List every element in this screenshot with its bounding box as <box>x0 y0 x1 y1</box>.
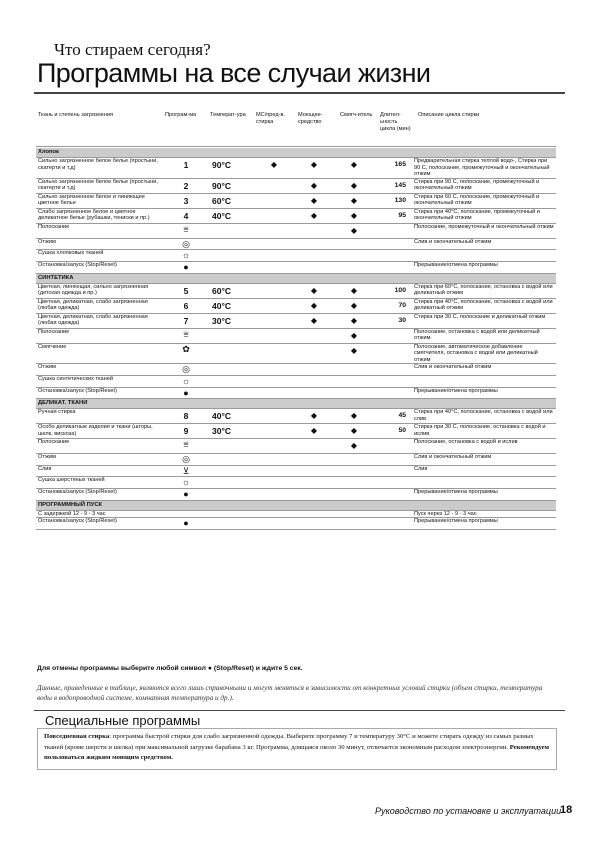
rinse-icon: ⩸ <box>183 328 189 339</box>
special-tail: Рекомендуем пользоваться жидким моющим средством. <box>44 743 550 761</box>
fabric-cell: Ручная стирка <box>36 409 166 424</box>
program-icon-cell <box>166 238 206 250</box>
table-row <box>36 465 556 477</box>
table-row <box>36 178 556 193</box>
temperature-cell: 40°C <box>206 409 254 424</box>
description-cell <box>412 375 556 387</box>
duration-cell: 50 <box>374 424 412 439</box>
softener-cell <box>334 250 374 262</box>
page-number: 18 <box>560 804 573 816</box>
prewash-cell <box>254 454 294 466</box>
description-cell <box>412 477 556 489</box>
duration-cell <box>374 488 412 500</box>
description-cell: Стирка при 40°С, полоскание, остановка с водой или деликатный отжим <box>412 298 556 313</box>
temperature-cell: 30°C <box>206 313 254 328</box>
section-name: ПРОГРАММНЫЙ ПУСК <box>36 500 556 510</box>
temperature-cell: 40°C <box>206 208 254 223</box>
table-row <box>36 250 556 262</box>
col-header-duration: Длител-ьность цикла (мин) <box>380 112 411 132</box>
spin-icon: ◎ <box>182 454 190 465</box>
description-cell: Полоскание, промежуточный и окончательный отжим <box>412 223 556 238</box>
description-cell <box>412 250 556 262</box>
prewash-cell <box>254 223 294 238</box>
detergent-cell <box>294 510 334 518</box>
duration-cell: 70 <box>374 298 412 313</box>
duration-cell <box>374 223 412 238</box>
softener-cell <box>334 261 374 273</box>
temperature-cell <box>206 439 254 454</box>
duration-cell <box>374 454 412 466</box>
duration-cell <box>374 439 412 454</box>
softener-cell: ◆ <box>334 208 374 223</box>
section-name: Хлопок <box>36 148 556 158</box>
stop-reset-icon: ● <box>183 261 189 272</box>
section-name: ДЕЛИКАТ. ТКАНИ <box>36 399 556 409</box>
prewash-cell <box>254 465 294 477</box>
detergent-cell: ◆ <box>294 313 334 328</box>
fabric-cell: Остановка/запуск (Stop/Reset) <box>36 488 166 500</box>
table-row <box>36 313 556 328</box>
softener-cell: ◆ <box>334 409 374 424</box>
table-row <box>36 439 556 454</box>
fabric-cell: С задержкой 12 - 9 - 3 час <box>36 510 166 518</box>
softener-cell <box>334 477 374 489</box>
fabric-cell: Сушка хлопковых тканей <box>36 250 166 262</box>
cancel-note: Для отмены программы выберите любой символ ● (Stop/Reset) и ждите 5 сек. <box>37 665 303 672</box>
dry-icon: ☼ <box>181 477 191 488</box>
softener-cell <box>334 387 374 399</box>
description-cell: Полоскание, остановка с водой или деликатный отжим <box>412 328 556 343</box>
prewash-cell <box>254 208 294 223</box>
temperature-cell <box>206 223 254 238</box>
softener-cell <box>334 465 374 477</box>
softener-cell: ◆ <box>334 424 374 439</box>
description-cell: Прерывание/отмена программы <box>412 518 556 530</box>
special-divider <box>34 710 565 711</box>
detergent-cell <box>294 223 334 238</box>
duration-cell: 100 <box>374 283 412 298</box>
softener-cell <box>334 454 374 466</box>
detergent-cell <box>294 439 334 454</box>
softener-cell: ◆ <box>334 328 374 343</box>
program-number-cell: 5 <box>166 283 206 298</box>
table-row <box>36 343 556 364</box>
duration-cell <box>374 465 412 477</box>
detergent-cell <box>294 238 334 250</box>
temperature-cell <box>206 510 254 518</box>
col-header-program: Програм-ма <box>165 112 197 118</box>
program-icon-cell <box>166 477 206 489</box>
fabric-cell: Смягчение <box>36 343 166 364</box>
prewash-cell <box>254 477 294 489</box>
temperature-cell <box>206 328 254 343</box>
fabric-cell: Сушка шерстяных тканей <box>36 477 166 489</box>
duration-cell: 95 <box>374 208 412 223</box>
section-header-row <box>36 148 556 158</box>
prewash-cell <box>254 375 294 387</box>
page-title: Программы на все случаи жизни <box>37 58 431 88</box>
fabric-cell: Полоскание <box>36 439 166 454</box>
program-icon-cell <box>166 364 206 376</box>
softener-cell <box>334 488 374 500</box>
col-header-softener: Смягч-итель <box>340 112 373 118</box>
fabric-cell: Сушка синтетических тканей <box>36 375 166 387</box>
description-cell: Стирка при 40°С, полоскание, промежуточный и окончательный отжим <box>412 208 556 223</box>
duration-cell: 45 <box>374 409 412 424</box>
program-number-cell: 3 <box>166 193 206 208</box>
detergent-cell <box>294 375 334 387</box>
detergent-cell <box>294 488 334 500</box>
special-programs-title: Специальные программы <box>45 713 201 728</box>
description-cell: Прерывание/отмена программы <box>412 488 556 500</box>
program-icon-cell <box>166 223 206 238</box>
program-icon-cell <box>166 488 206 500</box>
fabric-cell: Цветная, деликатная, слабо загрязненная (любая одежда) <box>36 298 166 313</box>
softener-cell: ◆ <box>334 158 374 179</box>
duration-cell <box>374 375 412 387</box>
description-cell: Слив и окончательный отжим <box>412 454 556 466</box>
col-header-description: Описание цикла стирки <box>418 112 480 118</box>
table-row <box>36 261 556 273</box>
table-row <box>36 158 556 179</box>
col-header-temp: Температ-ура <box>210 112 246 118</box>
program-icon-cell <box>166 343 206 364</box>
rinse-icon: ⩸ <box>183 223 189 234</box>
prewash-cell <box>254 510 294 518</box>
detergent-cell <box>294 454 334 466</box>
duration-cell <box>374 343 412 364</box>
program-icon-cell <box>166 261 206 273</box>
fabric-cell: Остановка/запуск (Stop/Reset) <box>36 387 166 399</box>
description-cell: Стирка при 30 С, полоскание и деликатный отжим <box>412 313 556 328</box>
temperature-cell: 90°C <box>206 178 254 193</box>
spin-icon: ◎ <box>182 238 190 249</box>
table-row <box>36 223 556 238</box>
fabric-cell: Остановка/запуск (Stop/Reset) <box>36 261 166 273</box>
prewash-cell <box>254 283 294 298</box>
temperature-cell <box>206 343 254 364</box>
prewash-cell <box>254 387 294 399</box>
prewash-cell <box>254 238 294 250</box>
detergent-cell <box>294 250 334 262</box>
programs-table <box>36 148 556 530</box>
temperature-cell <box>206 250 254 262</box>
description-cell: Стирка при 60°С, полоскание, остановка с водой или деликатный отжим <box>412 283 556 298</box>
duration-cell: 30 <box>374 313 412 328</box>
fabric-cell: Цветная, деликатная, слабо загрязненная (любая одежда) <box>36 313 166 328</box>
program-number-cell <box>166 510 206 518</box>
col-header-ms: МС/пред-в. стирка <box>256 112 286 125</box>
temperature-cell: 90°C <box>206 158 254 179</box>
table-row <box>36 328 556 343</box>
header-divider <box>36 146 556 147</box>
duration-cell <box>374 238 412 250</box>
temperature-cell: 30°C <box>206 424 254 439</box>
prewash-cell <box>254 261 294 273</box>
detergent-cell: ◆ <box>294 424 334 439</box>
stop-reset-icon: ● <box>183 488 189 499</box>
table-row <box>36 364 556 376</box>
duration-cell <box>374 387 412 399</box>
special-programs-box <box>37 728 557 770</box>
duration-cell <box>374 328 412 343</box>
table-row <box>36 477 556 489</box>
program-icon-cell <box>166 465 206 477</box>
section-name: СИНТЕТИКА <box>36 273 556 283</box>
temperature-cell: 60°C <box>206 193 254 208</box>
softener-cell <box>334 375 374 387</box>
fabric-cell: Полоскание <box>36 328 166 343</box>
dry-icon: ☼ <box>181 250 191 261</box>
detergent-cell: ◆ <box>294 283 334 298</box>
description-cell: Полоскание, автоматическое добавление смягчителя, остановка с водой или деликатный отжим <box>412 343 556 364</box>
fabric-cell: Слабо загрязненное белое и цветное деликатное белье (рубашки, тениски и пр.) <box>36 208 166 223</box>
stop-reset-icon: ● <box>183 387 189 398</box>
fabric-cell: Отжим <box>36 364 166 376</box>
detergent-cell <box>294 343 334 364</box>
detergent-cell: ◆ <box>294 298 334 313</box>
table-row <box>36 488 556 500</box>
temperature-cell <box>206 488 254 500</box>
description-cell: Стирка при 90 С, полоскание, промежуточный и окончательный отжим <box>412 178 556 193</box>
table-row <box>36 510 556 518</box>
col-header-detergent: Моющее-средство <box>298 112 323 125</box>
duration-cell <box>374 510 412 518</box>
duration-cell: 165 <box>374 158 412 179</box>
page-subtitle: Что стираем сегодня? <box>54 40 211 59</box>
temperature-cell <box>206 364 254 376</box>
temperature-cell <box>206 518 254 530</box>
col-header-fabric: Ткань и степень загрязнения <box>38 112 113 118</box>
program-icon-cell <box>166 328 206 343</box>
description-cell: Стирка при 40°С, полоскание, остановка с водой или слив <box>412 409 556 424</box>
fabric-cell: Остановка/запуск (Stop/Reset) <box>36 518 166 530</box>
table-row <box>36 283 556 298</box>
temperature-cell <box>206 375 254 387</box>
prewash-cell <box>254 424 294 439</box>
fabric-cell: Отжим <box>36 454 166 466</box>
temperature-cell <box>206 238 254 250</box>
program-number-cell: 7 <box>166 313 206 328</box>
program-number-cell: 2 <box>166 178 206 193</box>
special-lead: Повседневная стирка <box>44 733 110 740</box>
section-header-row <box>36 399 556 409</box>
program-number-cell: 1 <box>166 158 206 179</box>
prewash-cell <box>254 518 294 530</box>
table-row <box>36 208 556 223</box>
fabric-cell: Сильно загрязненное белое белье (простыни, скатерти и т.д) <box>36 158 166 179</box>
detergent-cell: ◆ <box>294 409 334 424</box>
detergent-cell <box>294 261 334 273</box>
prewash-cell <box>254 364 294 376</box>
softener-cell: ◆ <box>334 313 374 328</box>
rinse-icon: ⩸ <box>183 439 189 450</box>
softener-cell <box>334 510 374 518</box>
prewash-cell <box>254 328 294 343</box>
program-icon-cell <box>166 250 206 262</box>
table-row <box>36 193 556 208</box>
description-cell: Предварительная стирка теплой водо-, Стирка при 90 С, полоскание, промежуточный и окончательный отжим <box>412 158 556 179</box>
softener-cell: ◆ <box>334 178 374 193</box>
top-divider <box>34 92 565 94</box>
prewash-cell <box>254 250 294 262</box>
softener-icon: ✿ <box>182 343 190 354</box>
detergent-cell <box>294 465 334 477</box>
softener-cell <box>334 364 374 376</box>
description-cell: Прерывание/отмена программы <box>412 387 556 399</box>
softener-cell: ◆ <box>334 223 374 238</box>
softener-cell <box>334 518 374 530</box>
detergent-cell: ◆ <box>294 178 334 193</box>
dry-icon: ☼ <box>181 375 191 386</box>
softener-cell: ◆ <box>334 343 374 364</box>
detergent-cell: ◆ <box>294 158 334 179</box>
duration-cell: 145 <box>374 178 412 193</box>
program-number-cell: 4 <box>166 208 206 223</box>
temperature-cell <box>206 387 254 399</box>
softener-cell: ◆ <box>334 193 374 208</box>
program-icon-cell <box>166 375 206 387</box>
fabric-cell: Отжим <box>36 238 166 250</box>
description-cell: Слив и окончательный отжим <box>412 238 556 250</box>
disclaimer-note: Данные, приведенные в таблице, являются всего лишь справочными и могут меняться в зависимости от конкретных условий стирки (объем стирки, температура воды в водопроводной системе, комнатная температура и др.). <box>37 684 543 702</box>
detergent-cell <box>294 477 334 489</box>
fabric-cell: Особо деликатные изделия и ткани (шторы, шелк, вискоза) <box>36 424 166 439</box>
duration-cell <box>374 518 412 530</box>
detergent-cell: ◆ <box>294 208 334 223</box>
temperature-cell <box>206 477 254 489</box>
prewash-cell <box>254 298 294 313</box>
prewash-cell <box>254 193 294 208</box>
prewash-cell <box>254 439 294 454</box>
fabric-cell: Сильно загрязненное белое и линяющее цветное белье <box>36 193 166 208</box>
detergent-cell <box>294 518 334 530</box>
table-row <box>36 409 556 424</box>
softener-cell: ◆ <box>334 439 374 454</box>
description-cell: Прерывание/отмена программы <box>412 261 556 273</box>
softener-cell: ◆ <box>334 298 374 313</box>
program-icon-cell <box>166 439 206 454</box>
description-cell: Пуск через 12 - 9 - 3 час <box>412 510 556 518</box>
softener-cell: ◆ <box>334 283 374 298</box>
program-icon-cell <box>166 518 206 530</box>
table-row <box>36 375 556 387</box>
detergent-cell <box>294 328 334 343</box>
description-cell: Полоскание, остановка с водой и ислив <box>412 439 556 454</box>
duration-cell <box>374 477 412 489</box>
fabric-cell: Слив <box>36 465 166 477</box>
temperature-cell <box>206 465 254 477</box>
description-cell: Стирка при 30 С, полоскание, остановка с водой и ислив <box>412 424 556 439</box>
section-header-row <box>36 273 556 283</box>
table-row <box>36 387 556 399</box>
duration-cell <box>374 261 412 273</box>
prewash-cell: ◆ <box>254 158 294 179</box>
drain-icon: ⊻ <box>182 465 190 476</box>
table-row <box>36 424 556 439</box>
description-cell: Слив и окончательный отжим <box>412 364 556 376</box>
fabric-cell: Полоскание <box>36 223 166 238</box>
softener-cell <box>334 238 374 250</box>
detergent-cell <box>294 364 334 376</box>
spin-icon: ◎ <box>182 364 190 375</box>
duration-cell <box>374 364 412 376</box>
table-row <box>36 298 556 313</box>
section-header-row <box>36 500 556 510</box>
fabric-cell: Цветная, линяющая, сильно загрязненная (детская одежда и пр.) <box>36 283 166 298</box>
program-number-cell: 8 <box>166 409 206 424</box>
prewash-cell <box>254 313 294 328</box>
stop-reset-icon: ● <box>183 518 189 529</box>
program-number-cell: 9 <box>166 424 206 439</box>
description-cell: Стирка при 60 С, полоскание, промежуточный и окончательный отжим <box>412 193 556 208</box>
table-row <box>36 238 556 250</box>
detergent-cell: ◆ <box>294 193 334 208</box>
description-cell: Слив <box>412 465 556 477</box>
footer-text: Руководство по установке и эксплуатации <box>375 806 562 816</box>
special-body: : программа быстрой стирки для слабо загрязненной одежды. Выберите программу 7 и температуру 30°C и можете стирать одежду из самых разных тканей (кроме шерсти и шелка) при максимальной загрузке барабана 3 кг. Программа, длящаяся около 30 минут, отличается экономным расходом электроэнергии. <box>44 733 534 751</box>
temperature-cell <box>206 261 254 273</box>
table-row <box>36 518 556 530</box>
duration-cell: 130 <box>374 193 412 208</box>
prewash-cell <box>254 488 294 500</box>
program-number-cell: 6 <box>166 298 206 313</box>
temperature-cell: 60°C <box>206 283 254 298</box>
fabric-cell: Сильно загрязненное белое белье (простыни, скатерти и т.д) <box>36 178 166 193</box>
prewash-cell <box>254 343 294 364</box>
program-icon-cell <box>166 387 206 399</box>
table-row <box>36 454 556 466</box>
temperature-cell <box>206 454 254 466</box>
prewash-cell <box>254 178 294 193</box>
duration-cell <box>374 250 412 262</box>
temperature-cell: 40°C <box>206 298 254 313</box>
prewash-cell <box>254 409 294 424</box>
detergent-cell <box>294 387 334 399</box>
program-icon-cell <box>166 454 206 466</box>
